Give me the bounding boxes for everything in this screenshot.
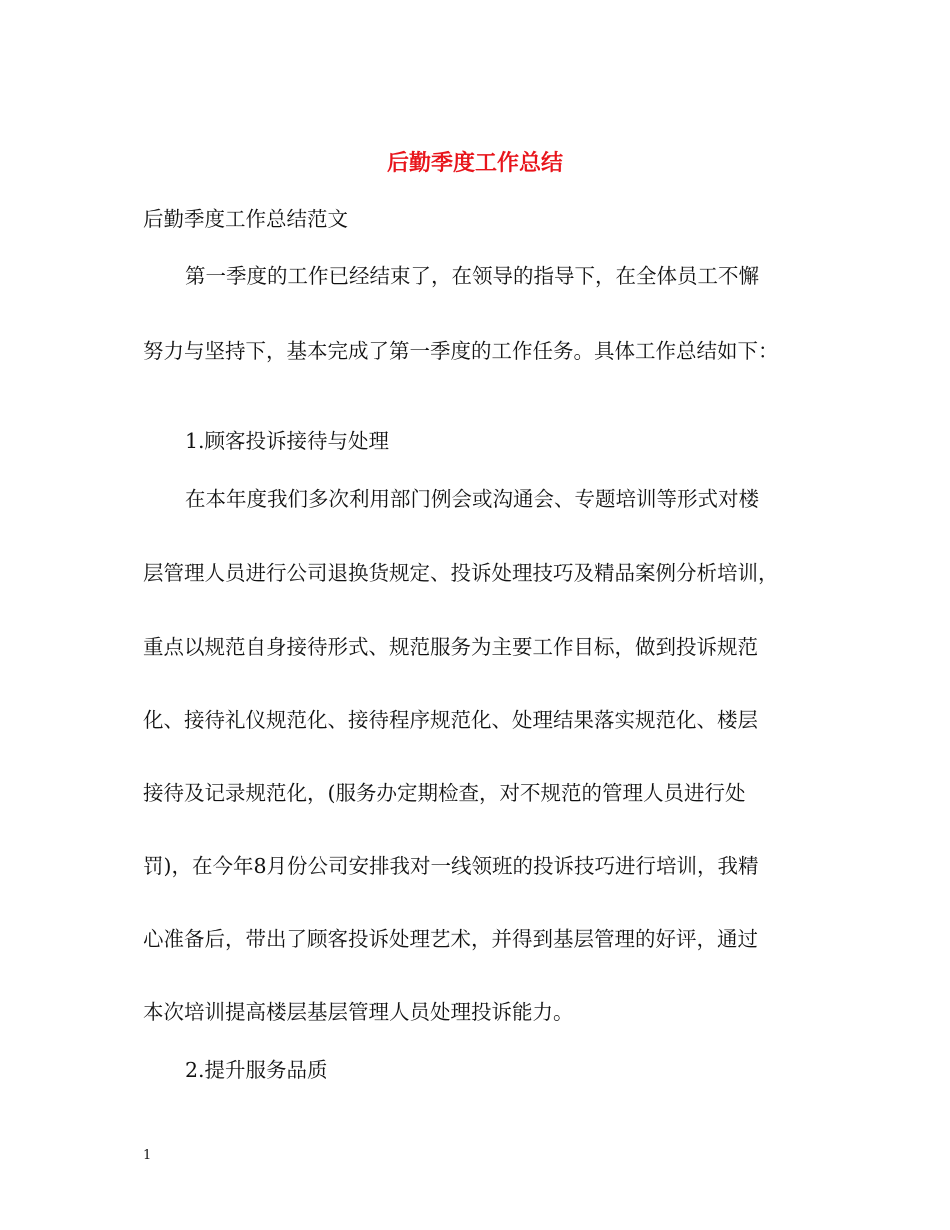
paragraph-line: 重点以规范自身接待形式、规范服务为主要工作目标，做到投诉规范 [143, 635, 758, 659]
paragraph-line: 接待及记录规范化，(服务办定期检查，对不规范的管理人员进行处 [143, 781, 746, 805]
paragraph-line: 层管理人员进行公司退换货规定、投诉处理技巧及精品案例分析培训， [143, 561, 779, 585]
paragraph-line: 本次培训提高楼层基层管理人员处理投诉能力。 [143, 1000, 574, 1024]
paragraph-line: 努力与坚持下，基本完成了第一季度的工作任务。具体工作总结如下： [143, 339, 779, 363]
paragraph-line: 在本年度我们多次利用部门例会或沟通会、专题培训等形式对楼 [185, 487, 759, 511]
document-title: 后勤季度工作总结 [386, 151, 563, 176]
subtitle: 后勤季度工作总结范文 [143, 207, 348, 231]
section-heading: 2.提升服务品质 [185, 1058, 328, 1082]
paragraph-line: 心准备后，带出了顾客投诉处理艺术，并得到基层管理的好评，通过 [143, 927, 758, 951]
section-heading: 1.顾客投诉接待与处理 [185, 429, 390, 453]
paragraph-line: 罚)，在今年8月份公司安排我对一线领班的投诉技巧进行培训，我精 [143, 854, 759, 878]
paragraph-line: 第一季度的工作已经结束了，在领导的指导下，在全体员工不懈 [185, 264, 759, 288]
paragraph-line: 化、接待礼仪规范化、接待程序规范化、处理结果落实规范化、楼层 [143, 708, 758, 732]
page-number: 1 [143, 1148, 152, 1163]
